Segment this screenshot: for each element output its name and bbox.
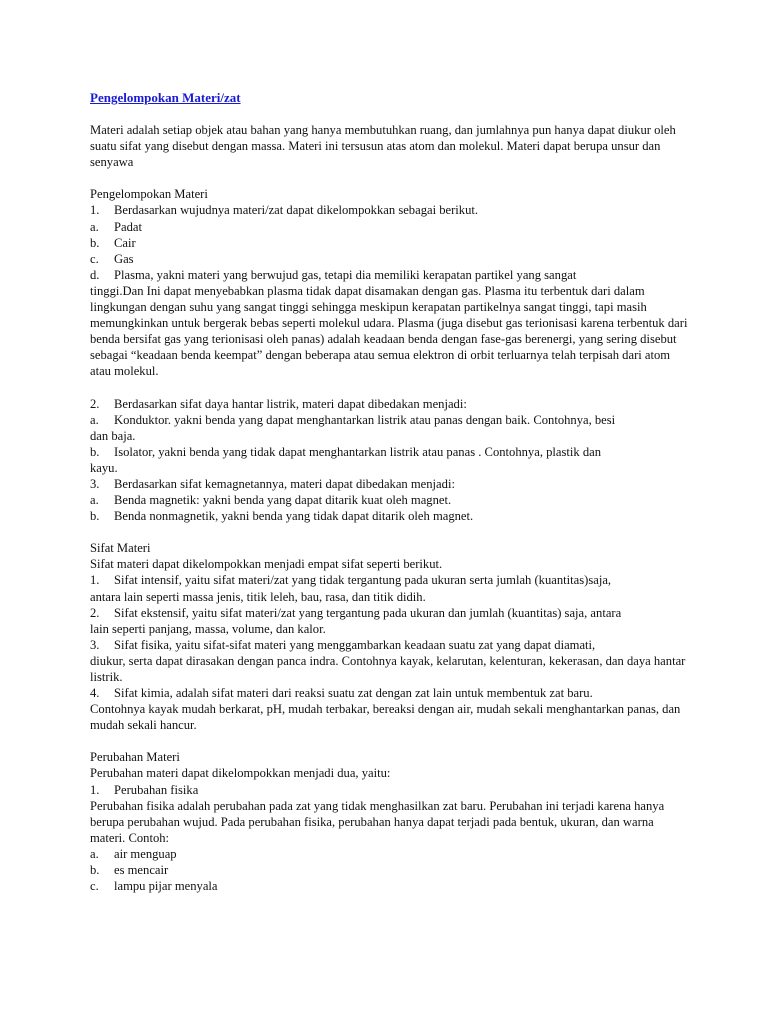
list-text: es mencair <box>114 863 169 878</box>
list-text: Benda magnetik: yakni benda yang dapat ditarik kuat oleh magnet. <box>114 493 452 508</box>
list-marker: a. <box>90 412 99 427</box>
list-text: Berdasarkan wujudnya materi/zat dapat dikelompokkan sebagai berikut. <box>114 203 479 218</box>
list-text: Sifat intensif, yaitu sifat materi/zat yang tidak tergantung pada ukuran serta jumlah (kuantitas)saja, <box>114 573 612 588</box>
list-marker: 2. <box>90 605 100 620</box>
list-item-es-mencair <box>90 862 690 878</box>
list-text: Sifat fisika, yaitu sifat-sifat materi yang menggambarkan keadaan suatu zat yang dapat diamati, <box>114 637 596 652</box>
plasma-continuation: tinggi.Dan Ini dapat menyebabkan plasma tidak dapat disamakan dengan gas. Plasma itu terbentuk dari dalam lingkungan dengan suhu yang sangat tinggi sehingga meskipun kerapatan partikelnya sangat tinggi, tapi masih memungkinkan untuk bergerak bebas seperti molekul udara. Plasma (juga disebut gas terionisasi karena terbentuk dari benda bersifat gas yang terionisasi oleh panas) adalah keadaan benda dengan fase-gas berenergi, yang sering disebut sebagai “keadaan benda keempat” dengan beberapa atau semua elektron di orbit terluarnya telah terpisah dari atom atau molekul. <box>90 283 688 379</box>
list-marker: d. <box>90 267 100 282</box>
fisika-continuation: diukur, serta dapat dirasakan dengan panca indra. Contohnya kayak, kelarutan, kelenturan, kekerasan, dan daya hantar listrik. <box>90 653 686 684</box>
list-text: Cair <box>114 235 136 250</box>
list-text: Sifat ekstensif, yaitu sifat materi/zat yang tergantung pada ukuran dan jumlah (kuantitas) saja, antara <box>114 605 622 620</box>
list-item-gas <box>90 251 690 267</box>
document-content <box>90 90 690 894</box>
list-text: air menguap <box>114 846 177 861</box>
list-marker: 1. <box>90 203 100 218</box>
list-marker: b. <box>90 235 100 250</box>
list-item-konduktor <box>90 412 690 428</box>
list-marker: b. <box>90 509 100 524</box>
list-item-3 <box>90 476 690 492</box>
list-text: lampu pijar menyala <box>114 879 218 894</box>
list-marker: b. <box>90 444 100 459</box>
list-text: Berdasarkan sifat daya hantar listrik, materi dapat dibedakan menjadi: <box>114 396 467 411</box>
list-marker: 3. <box>90 637 100 652</box>
section-heading-pengelompokan: Pengelompokan Materi <box>90 187 208 202</box>
list-text: Sifat kimia, adalah sifat materi dari reaksi suatu zat dengan zat lain untuk membentuk zat baru. <box>114 686 593 701</box>
list-item-plasma <box>90 267 690 283</box>
list-item-2 <box>90 396 690 412</box>
document-title-link[interactable]: Pengelompokan Materi/zat <box>90 90 241 105</box>
list-item-ekstensif <box>90 605 690 621</box>
list-item-nonmagnetik <box>90 508 690 524</box>
list-item-padat <box>90 219 690 235</box>
kimia-continuation: Contohnya kayak mudah berkarat, pH, mudah terbakar, bereaksi dengan air, mudah sekali menghantarkan panas, dan mudah sekali hancur. <box>90 702 681 733</box>
list-item-intensif <box>90 572 690 588</box>
section-heading-perubahan: Perubahan Materi <box>90 750 180 765</box>
section-lead: Sifat materi dapat dikelompokkan menjadi empat sifat seperti berikut. <box>90 557 443 572</box>
list-item-air-menguap <box>90 846 690 862</box>
list-marker: a. <box>90 846 99 861</box>
list-text: Plasma, yakni materi yang berwujud gas, tetapi dia memiliki kerapatan partikel yang sangat <box>114 267 577 282</box>
intensif-continuation: antara lain seperti massa jenis, titik leleh, bau, rasa, dan titik didih. <box>90 589 426 604</box>
list-text: Isolator, yakni benda yang tidak dapat menghantarkan listrik atau panas . Contohnya, plastik dan <box>114 444 602 459</box>
section-heading-sifat: Sifat Materi <box>90 541 151 556</box>
list-text: Konduktor. yakni benda yang dapat menghantarkan listrik atau panas dengan baik. Contohnya, besi <box>114 412 616 427</box>
list-item-cair <box>90 235 690 251</box>
list-text: Perubahan fisika <box>114 782 199 797</box>
perubahan-fisika-paragraph: Perubahan fisika adalah perubahan pada zat yang tidak menghasilkan zat baru. Perubahan ini terjadi karena hanya berupa perubahan wujud. Pada perubahan fisika, perubahan hanya dapat terjadi pada bentuk, ukuran, dan warna materi. Contoh: <box>90 798 665 845</box>
list-marker: 1. <box>90 573 100 588</box>
list-marker: 1. <box>90 782 100 797</box>
list-marker: c. <box>90 251 99 266</box>
list-item-fisika <box>90 637 690 653</box>
list-marker: a. <box>90 219 99 234</box>
section-lead: Perubahan materi dapat dikelompokkan menjadi dua, yaitu: <box>90 766 391 781</box>
list-text: Gas <box>114 251 134 266</box>
list-item-kimia <box>90 685 690 701</box>
ekstensif-continuation: lain seperti panjang, massa, volume, dan kalor. <box>90 621 326 636</box>
list-item-isolator <box>90 444 690 460</box>
intro-paragraph: Materi adalah setiap objek atau bahan yang hanya membutuhkan ruang, dan jumlahnya pun hanya dapat diukur oleh suatu sifat yang disebut dengan massa. Materi ini tersusun atas atom dan molekul. Materi dapat berupa unsur dan senyawa <box>90 123 676 170</box>
list-item-1 <box>90 202 690 218</box>
list-text: Berdasarkan sifat kemagnetannya, materi dapat dibedakan menjadi: <box>114 476 455 491</box>
list-marker: 3. <box>90 476 100 491</box>
list-item-perubahan-fisika <box>90 782 690 798</box>
list-marker: 2. <box>90 396 100 411</box>
list-item-magnetik <box>90 492 690 508</box>
list-text: Benda nonmagnetik, yakni benda yang tidak dapat ditarik oleh magnet. <box>114 509 474 524</box>
list-text: Padat <box>114 219 142 234</box>
konduktor-continuation: dan baja. <box>90 428 136 443</box>
list-marker: c. <box>90 879 99 894</box>
isolator-continuation: kayu. <box>90 460 118 475</box>
list-marker: 4. <box>90 686 100 701</box>
list-marker: b. <box>90 863 100 878</box>
list-item-lampu-pijar <box>90 878 690 894</box>
list-marker: a. <box>90 493 99 508</box>
